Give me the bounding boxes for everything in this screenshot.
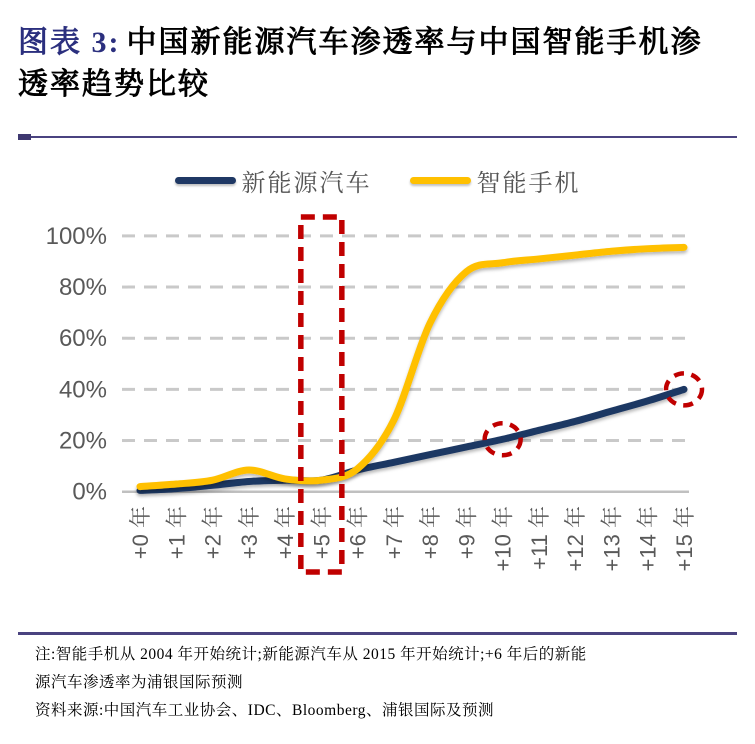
x-axis-label: +5 年 [309, 506, 335, 560]
nev-line-swatch [175, 177, 236, 184]
nev-legend-label: 新能源汽车 [241, 170, 372, 197]
y-axis-label: 20% [58, 427, 107, 455]
y-axis-label: 60% [58, 325, 107, 353]
chart-note-line1: 注:智能手机从 2004 年开始统计;新能源汽车从 2015 年开始统计;+6 年后的新能 [35, 646, 587, 663]
chart-note-line2: 源汽车渗透率为浦银国际预测 [35, 674, 244, 691]
x-axis-label: +0 年 [128, 506, 153, 560]
x-axis-label: +1 年 [164, 506, 190, 560]
x-axis-label: +3 年 [236, 506, 262, 560]
x-axis-label: +11 年 [526, 506, 552, 570]
x-axis-label: +6 年 [345, 506, 371, 560]
x-axis-label: +2 年 [200, 506, 226, 560]
top-divider [18, 136, 737, 138]
x-axis-label: +4 年 [273, 506, 299, 560]
x-axis-label: +9 年 [454, 506, 480, 560]
x-axis-label: +15 年 [672, 506, 697, 572]
x-axis-label: +8 年 [418, 506, 444, 560]
figure-title-text: 中国新能源汽车渗透率与中国智能手机渗透率趋势比较 [18, 26, 703, 101]
figure-title [18, 22, 724, 106]
legend-item-nev [175, 163, 372, 198]
bottom-divider [18, 632, 737, 635]
smartphone-line-swatch [410, 177, 471, 184]
penetration-chart [0, 145, 755, 607]
x-axis-label: +12 年 [563, 506, 589, 572]
y-axis-label: 40% [58, 376, 107, 404]
chart-footnotes [35, 641, 735, 725]
y-axis-label: 80% [58, 274, 107, 302]
top-divider-nub [18, 134, 31, 140]
x-axis-label: +14 年 [635, 506, 661, 572]
figure-number-label: 图表 3: [18, 26, 121, 59]
chart-canvas [0, 145, 755, 607]
x-axis-label: +13 年 [599, 506, 625, 572]
smartphone-legend-label: 智能手机 [476, 170, 581, 197]
y-axis-label: 100% [45, 222, 107, 250]
x-axis-label: +10 年 [490, 506, 516, 572]
chart-legend [0, 165, 755, 195]
chart-source: 资料来源:中国汽车工业协会、IDC、Bloomberg、浦银国际及预测 [35, 702, 494, 719]
legend-item-smartphone [410, 163, 581, 198]
y-axis-label: 0% [72, 478, 107, 506]
smartphone-series-line [140, 247, 684, 486]
x-axis-label: +7 年 [381, 506, 407, 560]
